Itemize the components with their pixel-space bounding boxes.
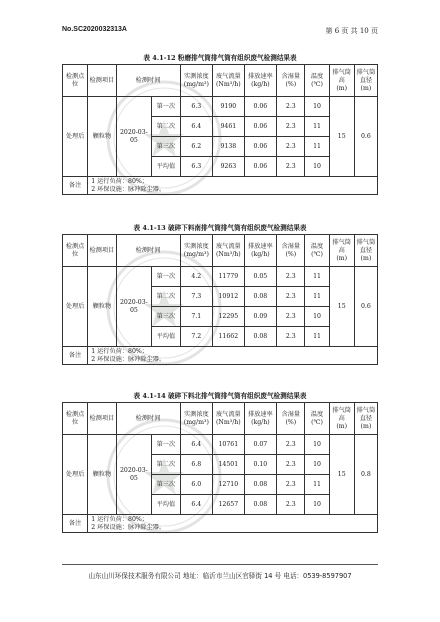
col-header-point: 检测点位 bbox=[63, 235, 88, 267]
col-header-flow-label: 废气流量 bbox=[215, 72, 241, 80]
stack-height-cell: 15 bbox=[329, 435, 354, 515]
header-row bbox=[63, 65, 378, 97]
moisture-cell: 2.3 bbox=[277, 137, 305, 157]
col-header-stack-diameter-unit: (m) bbox=[360, 254, 372, 262]
run-label: 第三次 bbox=[152, 475, 180, 495]
col-header-moisture-unit: (%) bbox=[285, 250, 297, 258]
flow-cell: 9461 bbox=[213, 117, 244, 137]
notes-row bbox=[63, 177, 378, 195]
flow-cell: 12710 bbox=[213, 475, 244, 495]
col-header-time: 检测时间 bbox=[116, 403, 180, 435]
col-header-concentration-unit: (mg/m³) bbox=[183, 250, 209, 258]
run-label: 第二次 bbox=[152, 117, 180, 137]
page-header bbox=[62, 26, 378, 40]
concentration-cell: 6.0 bbox=[180, 475, 213, 495]
concentration-cell: 6.4 bbox=[180, 117, 213, 137]
table-caption: 表 4.1-13 破碎下料南排气筒排气筒有组织废气检测结果表 bbox=[133, 224, 307, 232]
col-header-rate-unit: (kg/h) bbox=[251, 250, 270, 258]
col-header-point: 检测点位 bbox=[63, 65, 88, 97]
result-table bbox=[62, 64, 378, 195]
temperature-cell: 11 bbox=[305, 117, 329, 137]
note-line: 2 环保设施：脉冲除尘器。 bbox=[91, 355, 166, 363]
run-label: 第一次 bbox=[152, 97, 180, 117]
item-cell: 颗粒物 bbox=[88, 435, 116, 515]
col-header-stack-height-label: 排气筒高 bbox=[332, 68, 351, 84]
col-header-temperature-label: 温度 bbox=[310, 72, 324, 80]
concentration-cell: 6.3 bbox=[180, 157, 213, 177]
point-cell: 处理后 bbox=[63, 267, 88, 347]
notes-label: 备注 bbox=[63, 347, 88, 365]
col-header-flow-label: 废气流量 bbox=[215, 242, 241, 250]
run-label: 第二次 bbox=[152, 287, 180, 307]
col-header-flow-label: 废气流量 bbox=[215, 410, 241, 418]
col-header-concentration-label: 实测浓度 bbox=[183, 72, 209, 80]
col-header-stack-height-label: 排气筒高 bbox=[332, 406, 351, 422]
flow-cell: 12295 bbox=[213, 307, 244, 327]
col-header-rate-label: 排放速率 bbox=[247, 410, 273, 418]
col-header-concentration-unit: (mg/m³) bbox=[183, 80, 209, 88]
notes-label: 备注 bbox=[63, 515, 88, 533]
flow-cell: 10761 bbox=[213, 435, 244, 455]
note-line: 1 运行负荷：80%； bbox=[91, 515, 148, 523]
rate-cell: 0.08 bbox=[244, 287, 277, 307]
col-header-stack-diameter bbox=[354, 403, 377, 435]
rate-cell: 0.05 bbox=[244, 267, 277, 287]
col-header-stack-height-unit: (m) bbox=[336, 422, 348, 430]
note-line: 2 环保设施：脉冲除尘器。 bbox=[91, 523, 166, 531]
col-header-rate-unit: (kg/h) bbox=[251, 80, 270, 88]
col-header-moisture bbox=[277, 235, 305, 267]
col-header-concentration bbox=[180, 235, 213, 267]
notes-cell bbox=[88, 347, 378, 365]
rate-cell: 0.06 bbox=[244, 97, 277, 117]
col-header-moisture-unit: (%) bbox=[285, 80, 297, 88]
table-row bbox=[63, 435, 378, 455]
col-header-item: 检测项目 bbox=[88, 65, 116, 97]
moisture-cell: 2.3 bbox=[277, 307, 305, 327]
col-header-stack-height bbox=[329, 403, 354, 435]
col-header-rate bbox=[244, 403, 277, 435]
col-header-time: 检测时间 bbox=[116, 235, 180, 267]
col-header-moisture bbox=[277, 65, 305, 97]
stack-height-cell: 15 bbox=[329, 97, 354, 177]
col-header-concentration-label: 实测浓度 bbox=[183, 242, 209, 250]
stack-diameter-cell: 0.8 bbox=[354, 435, 377, 515]
col-header-temperature-label: 温度 bbox=[310, 410, 324, 418]
col-header-rate bbox=[244, 65, 277, 97]
col-header-moisture-label: 含湿量 bbox=[281, 242, 301, 250]
col-header-moisture bbox=[277, 403, 305, 435]
flow-cell: 11662 bbox=[213, 327, 244, 347]
col-header-flow bbox=[213, 403, 244, 435]
col-header-stack-height-label: 排气筒高 bbox=[332, 238, 351, 254]
header-row bbox=[63, 235, 378, 267]
moisture-cell: 2.3 bbox=[277, 287, 305, 307]
col-header-concentration bbox=[180, 403, 213, 435]
concentration-cell: 6.8 bbox=[180, 455, 213, 475]
item-cell: 颗粒物 bbox=[88, 97, 116, 177]
col-header-item: 检测项目 bbox=[88, 235, 116, 267]
note-line: 1 运行负荷：80%； bbox=[91, 347, 148, 355]
moisture-cell: 2.3 bbox=[277, 157, 305, 177]
col-header-item: 检测项目 bbox=[88, 403, 116, 435]
concentration-cell: 7.3 bbox=[180, 287, 213, 307]
col-header-rate-label: 排放速率 bbox=[247, 242, 273, 250]
flow-cell: 14501 bbox=[213, 455, 244, 475]
moisture-cell: 2.3 bbox=[277, 435, 305, 455]
rate-cell: 0.08 bbox=[244, 475, 277, 495]
col-header-temperature-label: 温度 bbox=[310, 242, 324, 250]
col-header-temperature bbox=[305, 65, 329, 97]
temperature-cell: 10 bbox=[305, 157, 329, 177]
col-header-stack-diameter-label: 排气筒直径 bbox=[356, 68, 376, 84]
col-header-flow-unit: (Nm³/h) bbox=[216, 418, 241, 426]
temperature-cell: 11 bbox=[305, 137, 329, 157]
col-header-stack-height bbox=[329, 235, 354, 267]
rate-cell: 0.08 bbox=[244, 495, 277, 515]
date-cell: 2020-03-05 bbox=[116, 97, 152, 177]
notes-cell bbox=[88, 515, 378, 533]
temperature-cell: 11 bbox=[305, 287, 329, 307]
moisture-cell: 2.3 bbox=[277, 117, 305, 137]
concentration-cell: 6.4 bbox=[180, 435, 213, 455]
col-header-temperature-unit: (℃) bbox=[311, 418, 323, 426]
col-header-stack-diameter-label: 排气筒直径 bbox=[356, 238, 376, 254]
col-header-stack-height-unit: (m) bbox=[336, 84, 348, 92]
col-header-stack-height-unit: (m) bbox=[336, 254, 348, 262]
note-line: 1 运行负荷：80%； bbox=[91, 177, 148, 185]
table-row bbox=[63, 267, 378, 287]
note-line: 2 环保设施：脉冲除尘器。 bbox=[91, 185, 166, 193]
moisture-cell: 2.3 bbox=[277, 267, 305, 287]
flow-cell: 9263 bbox=[213, 157, 244, 177]
run-label: 第二次 bbox=[152, 455, 180, 475]
temperature-cell: 11 bbox=[305, 327, 329, 347]
rate-cell: 0.10 bbox=[244, 455, 277, 475]
col-header-flow bbox=[213, 65, 244, 97]
footer-divider bbox=[62, 564, 378, 565]
table-row bbox=[63, 97, 378, 117]
col-header-temperature-unit: (℃) bbox=[311, 80, 323, 88]
result-table bbox=[62, 234, 378, 365]
rate-cell: 0.07 bbox=[244, 435, 277, 455]
col-header-stack-diameter-unit: (m) bbox=[360, 84, 372, 92]
table-caption: 表 4.1-14 破碎下料北排气筒排气筒有组织废气检测结果表 bbox=[133, 392, 307, 400]
col-header-stack-diameter-label: 排气筒直径 bbox=[356, 406, 376, 422]
flow-cell: 12657 bbox=[213, 495, 244, 515]
date-cell: 2020-03-05 bbox=[116, 267, 152, 347]
page-number: 第 6 页 共 10 页 bbox=[325, 27, 378, 35]
concentration-cell: 7.1 bbox=[180, 307, 213, 327]
rate-cell: 0.09 bbox=[244, 307, 277, 327]
run-label: 第一次 bbox=[152, 435, 180, 455]
concentration-cell: 6.2 bbox=[180, 137, 213, 157]
stack-diameter-cell: 0.6 bbox=[354, 267, 377, 347]
temperature-cell: 10 bbox=[305, 435, 329, 455]
col-header-time: 检测时间 bbox=[116, 65, 180, 97]
temperature-cell: 10 bbox=[305, 97, 329, 117]
concentration-cell: 4.2 bbox=[180, 267, 213, 287]
report-number: No.SC2020032313A bbox=[62, 26, 127, 33]
col-header-moisture-unit: (%) bbox=[285, 418, 297, 426]
temperature-cell: 10 bbox=[305, 307, 329, 327]
col-header-temperature bbox=[305, 235, 329, 267]
point-cell: 处理后 bbox=[63, 97, 88, 177]
col-header-stack-height bbox=[329, 65, 354, 97]
company-footer: 山东山川环保技术服务有限公司 地址：临沂市兰山区官驿街 14 号 电话：0539-8597907 bbox=[88, 572, 352, 580]
col-header-rate-label: 排放速率 bbox=[247, 72, 273, 80]
concentration-cell: 6.3 bbox=[180, 97, 213, 117]
col-header-temperature-unit: (℃) bbox=[311, 250, 323, 258]
notes-cell bbox=[88, 177, 378, 195]
concentration-cell: 7.2 bbox=[180, 327, 213, 347]
col-header-stack-diameter bbox=[354, 65, 377, 97]
flow-cell: 11779 bbox=[213, 267, 244, 287]
col-header-concentration-label: 实测浓度 bbox=[183, 410, 209, 418]
col-header-rate bbox=[244, 235, 277, 267]
moisture-cell: 2.3 bbox=[277, 495, 305, 515]
moisture-cell: 2.3 bbox=[277, 327, 305, 347]
result-table bbox=[62, 402, 378, 533]
run-label: 平均值 bbox=[152, 157, 180, 177]
moisture-cell: 2.3 bbox=[277, 455, 305, 475]
temperature-cell: 10 bbox=[305, 455, 329, 475]
run-label: 平均值 bbox=[152, 327, 180, 347]
header-row bbox=[63, 403, 378, 435]
temperature-cell: 10 bbox=[305, 495, 329, 515]
temperature-cell: 11 bbox=[305, 475, 329, 495]
rate-cell: 0.06 bbox=[244, 157, 277, 177]
flow-cell: 9190 bbox=[213, 97, 244, 117]
col-header-flow-unit: (Nm³/h) bbox=[216, 250, 241, 258]
item-cell: 颗粒物 bbox=[88, 267, 116, 347]
col-header-flow bbox=[213, 235, 244, 267]
flow-cell: 9138 bbox=[213, 137, 244, 157]
stack-diameter-cell: 0.6 bbox=[354, 97, 377, 177]
col-header-concentration bbox=[180, 65, 213, 97]
run-label: 第一次 bbox=[152, 267, 180, 287]
table-caption: 表 4.1-12 粉磨排气筒排气筒有组织废气检测结果表 bbox=[143, 54, 297, 62]
col-header-temperature bbox=[305, 403, 329, 435]
col-header-point: 检测点位 bbox=[63, 403, 88, 435]
col-header-stack-diameter-unit: (m) bbox=[360, 422, 372, 430]
flow-cell: 10912 bbox=[213, 287, 244, 307]
col-header-flow-unit: (Nm³/h) bbox=[216, 80, 241, 88]
stack-height-cell: 15 bbox=[329, 267, 354, 347]
col-header-stack-diameter bbox=[354, 235, 377, 267]
point-cell: 处理后 bbox=[63, 435, 88, 515]
run-label: 第三次 bbox=[152, 307, 180, 327]
rate-cell: 0.06 bbox=[244, 117, 277, 137]
date-cell: 2020-03-05 bbox=[116, 435, 152, 515]
col-header-rate-unit: (kg/h) bbox=[251, 418, 270, 426]
moisture-cell: 2.3 bbox=[277, 475, 305, 495]
notes-row bbox=[63, 515, 378, 533]
notes-label: 备注 bbox=[63, 177, 88, 195]
rate-cell: 0.06 bbox=[244, 137, 277, 157]
col-header-moisture-label: 含湿量 bbox=[281, 410, 301, 418]
run-label: 第三次 bbox=[152, 137, 180, 157]
moisture-cell: 2.3 bbox=[277, 97, 305, 117]
col-header-concentration-unit: (mg/m³) bbox=[183, 418, 209, 426]
concentration-cell: 6.4 bbox=[180, 495, 213, 515]
rate-cell: 0.08 bbox=[244, 327, 277, 347]
notes-row bbox=[63, 347, 378, 365]
run-label: 平均值 bbox=[152, 495, 180, 515]
temperature-cell: 11 bbox=[305, 267, 329, 287]
col-header-moisture-label: 含湿量 bbox=[281, 72, 301, 80]
